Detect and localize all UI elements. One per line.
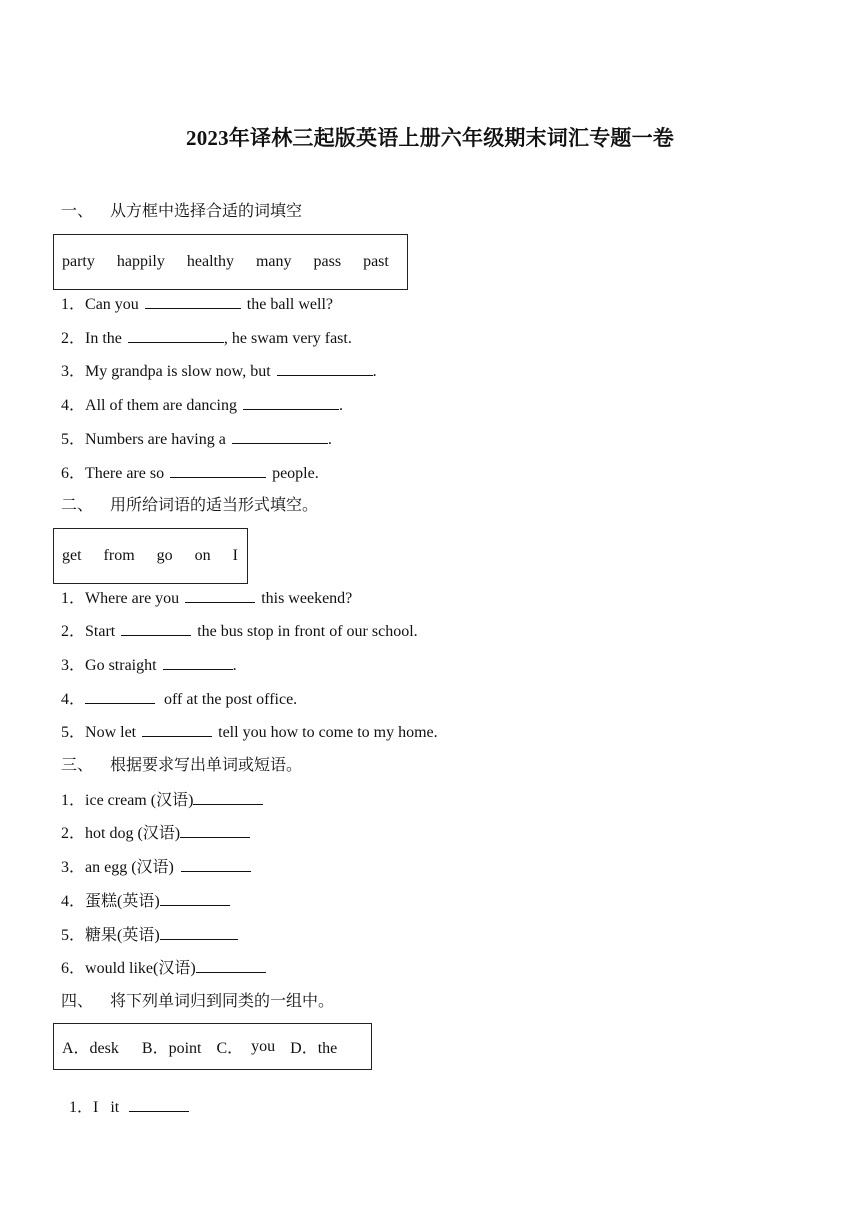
- box-word: go: [156, 547, 173, 564]
- section-number: 四、: [61, 993, 94, 1010]
- section-number: 一、: [61, 203, 94, 220]
- answer-blank[interactable]: [128, 328, 224, 343]
- answer-blank[interactable]: [243, 395, 339, 410]
- question-text: .: [327, 431, 332, 448]
- question-text: off at the post office.: [164, 691, 298, 708]
- question-3-2: [61, 823, 250, 844]
- section-4-heading: [61, 992, 334, 1012]
- question-text: people.: [272, 465, 319, 482]
- answer-blank[interactable]: [180, 823, 250, 838]
- question-text: this weekend?: [261, 590, 353, 607]
- question-text: ice cream (汉语): [85, 792, 194, 809]
- question-number: 2．: [61, 623, 86, 640]
- question-number: 5．: [61, 927, 86, 944]
- question-3-1: [61, 790, 263, 811]
- box-word: party: [62, 253, 95, 270]
- box-word: happily: [116, 253, 165, 270]
- question-3-4: [61, 891, 230, 912]
- question-number: 6．: [61, 960, 86, 977]
- question-number: 2．: [61, 330, 86, 347]
- question-1-1: [61, 294, 333, 315]
- question-text: Numbers are having a: [85, 431, 226, 448]
- question-text: hot dog (汉语): [85, 825, 181, 842]
- question-number: 1．: [61, 296, 86, 313]
- question-1-5: [61, 429, 332, 450]
- answer-blank[interactable]: [170, 463, 266, 478]
- section-2-heading: [61, 496, 318, 516]
- answer-blank[interactable]: [277, 361, 373, 376]
- question-text: My grandpa is slow now, but: [85, 363, 271, 380]
- box-word: get: [62, 547, 82, 564]
- question-1-6: [61, 463, 319, 484]
- question-text: Now let: [85, 724, 137, 741]
- question-text: the bus stop in front of our school.: [197, 623, 418, 640]
- box-word: from: [103, 547, 135, 564]
- question-text: 糖果(英语): [85, 927, 160, 944]
- box-option-c-word: you: [251, 1037, 276, 1055]
- box-word: many: [255, 253, 292, 270]
- question-number: 4．: [61, 397, 86, 414]
- question-text: All of them are dancing: [85, 397, 237, 414]
- section-1-heading: [61, 202, 302, 222]
- question-3-6: [61, 958, 266, 979]
- question-number: 3．: [61, 859, 86, 876]
- question-number: 1．: [61, 792, 86, 809]
- answer-blank[interactable]: [85, 689, 155, 704]
- answer-blank[interactable]: [181, 857, 251, 872]
- question-text: In the: [85, 330, 122, 347]
- question-text: Go straight: [85, 657, 157, 674]
- question-number: 6．: [61, 465, 86, 482]
- question-text: Start: [85, 623, 116, 640]
- answer-blank[interactable]: [145, 294, 241, 309]
- box-word: pass: [313, 253, 342, 270]
- question-3-5: [61, 925, 238, 946]
- answer-blank[interactable]: [160, 925, 238, 940]
- question-number: 5．: [61, 431, 86, 448]
- question-number: 3．: [61, 363, 86, 380]
- answer-blank[interactable]: [185, 588, 255, 603]
- answer-blank[interactable]: [163, 655, 233, 670]
- question-text: 蛋糕(英语): [85, 893, 160, 910]
- box-word: on: [194, 547, 211, 564]
- question-text: I it: [93, 1099, 120, 1116]
- question-4-1: [61, 1077, 189, 1118]
- answer-blank[interactable]: [129, 1097, 189, 1112]
- question-text: .: [372, 363, 377, 380]
- question-number: 3．: [61, 657, 86, 674]
- question-text: .: [338, 397, 343, 414]
- question-text: Where are you: [85, 590, 180, 607]
- word-box-2: [53, 528, 248, 584]
- question-number: 4．: [61, 691, 86, 708]
- answer-blank[interactable]: [232, 429, 328, 444]
- answer-blank[interactable]: [193, 790, 263, 805]
- question-number: 5．: [61, 724, 86, 741]
- answer-blank[interactable]: [121, 621, 191, 636]
- question-text: the ball well?: [246, 296, 333, 313]
- answer-blank[interactable]: [160, 891, 230, 906]
- question-number: 1．: [61, 590, 86, 607]
- question-number: 4．: [61, 893, 86, 910]
- page-title: 2023年译林三起版英语上册六年级期末词汇专题一卷: [186, 126, 674, 150]
- question-2-3: [61, 655, 237, 676]
- question-1-2: [61, 328, 352, 349]
- question-1-4: [61, 395, 343, 416]
- question-number: 1．: [69, 1099, 94, 1116]
- question-text: Can you: [85, 296, 139, 313]
- section-title: 从方框中选择合适的词填空: [110, 203, 303, 220]
- section-title: 用所给词语的适当形式填空。: [110, 497, 319, 514]
- box-word: healthy: [186, 253, 234, 270]
- question-text: tell you how to come to my home.: [218, 724, 438, 741]
- section-3-heading: [61, 756, 302, 776]
- question-1-3: [61, 361, 377, 382]
- question-3-3: [61, 857, 251, 878]
- question-text: .: [232, 657, 237, 674]
- box-option-c: C．: [216, 1040, 244, 1057]
- section-number: 二、: [61, 497, 94, 514]
- box-option-d: D．the: [290, 1040, 338, 1057]
- question-text: would like(汉语): [85, 960, 196, 977]
- box-word: I: [232, 547, 238, 564]
- section-title: 将下列单词归到同类的一组中。: [110, 993, 335, 1010]
- question-text: , he swam very fast.: [223, 330, 352, 347]
- section-number: 三、: [61, 757, 94, 774]
- answer-blank[interactable]: [196, 958, 266, 973]
- word-box-1: [53, 234, 408, 290]
- word-box-4: [53, 1023, 372, 1070]
- question-text: There are so: [85, 465, 165, 482]
- answer-blank[interactable]: [142, 722, 212, 737]
- question-2-1: [61, 588, 352, 609]
- question-2-2: [61, 621, 418, 642]
- question-2-4: [61, 689, 297, 710]
- box-word: past: [363, 253, 389, 270]
- question-2-5: [61, 722, 438, 743]
- question-text: an egg (汉语): [85, 859, 174, 876]
- box-option-a: A．desk: [62, 1040, 119, 1057]
- question-number: 2．: [61, 825, 86, 842]
- section-title: 根据要求写出单词或短语。: [110, 757, 303, 774]
- box-option-b: B．point: [141, 1040, 202, 1057]
